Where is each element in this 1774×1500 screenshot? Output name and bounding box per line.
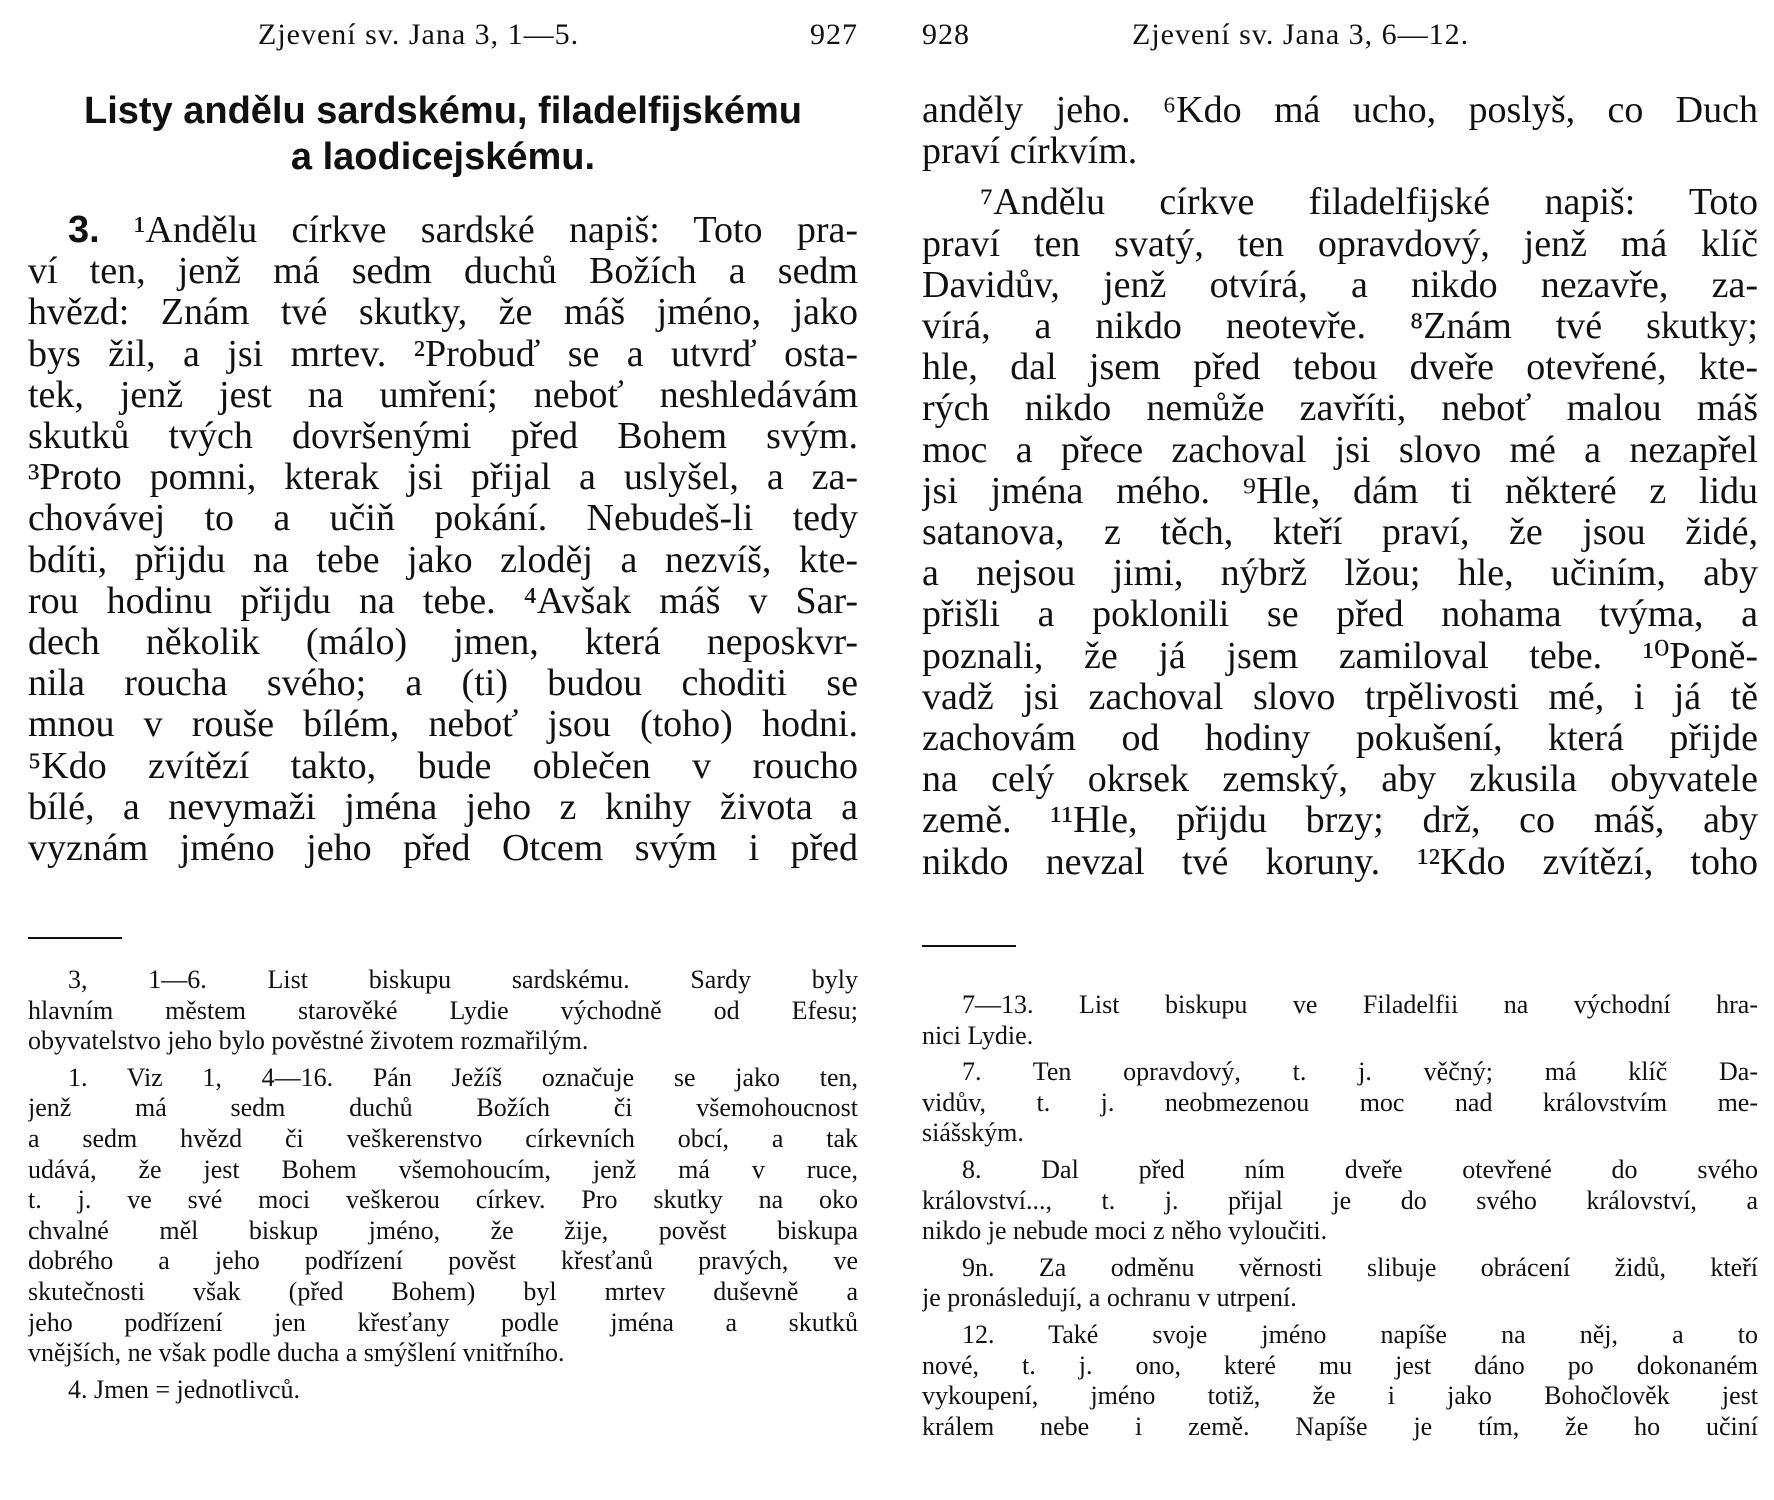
footnote-line: 7—13. List biskupu ve Filadelfii na východní hra-: [962, 990, 1758, 1019]
text-line: na celý okrsek zemský, aby zkusila obyvatele: [922, 758, 1758, 801]
text-line: hle, dal jsem před tebou dveře otevřené, kte-: [922, 346, 1758, 389]
text-line: zachovám od hodiny pokušení, která přijde: [922, 717, 1758, 760]
footnote-line: a sedm hvězd či veškerenstvo církevních obcí, a tak: [28, 1123, 858, 1153]
text-line: praví církvím.: [922, 130, 1138, 173]
text-line: přišli a poklonili se před nohama tvýma, a: [922, 593, 1758, 636]
footnote-line: nici Lydie.: [922, 1020, 1034, 1050]
text-line: vírá, a nikdo neotevře. ⁸Znám tvé skutky;: [922, 305, 1758, 348]
text-line: vadž jsi zachoval slovo trpělivosti mé, i já tě: [922, 675, 1758, 718]
text-line: praví ten svatý, ten opravdový, jenž má klíč: [922, 222, 1758, 265]
page-number: 927: [810, 18, 858, 51]
header-title: Zjevení sv. Jana 3, 6—12.: [1132, 18, 1470, 51]
footnote-line: udává, že jest Bohem všemohoucím, jenž má v ruce,: [28, 1154, 858, 1184]
footnote-line: vidův, t. j. neobmezenou moc nad královstvím me-: [922, 1087, 1758, 1117]
commentary-notes: [28, 965, 858, 1411]
page-number: 928: [922, 18, 970, 51]
text-line: ³Proto pomni, kterak jsi přijal a uslyšel, a za-: [28, 456, 858, 499]
footnote-line: nikdo je nebude moci z něho vyloučiti.: [922, 1216, 1328, 1246]
text-line: dech několik (málo) jmen, která neposkvr-: [28, 621, 858, 664]
commentary-notes: [922, 990, 1758, 1448]
footnote-line: království..., t. j. přijal je do svého království, a: [922, 1185, 1758, 1215]
footnote: [28, 1063, 858, 1369]
footnote-line: skutečnosti však (před Bohem) byl mrtev duševně a: [28, 1276, 858, 1306]
footnote-line: obyvatelstvo jeho bylo pověstné životem rozmařilým.: [28, 1026, 589, 1056]
text-line: hvězd: Znám tvé skutky, že máš jméno, jako: [28, 291, 858, 334]
text-line: ví ten, jenž má sedm duchů Božích a sedm: [28, 250, 858, 293]
text-line: vyznám jméno jeho před Otcem svým i před: [28, 827, 858, 870]
footnote-line: 8. Dal před ním dveře otevřené do svého: [962, 1154, 1758, 1184]
text-line: rých nikdo nemůže zavříti, neboť malou máš: [922, 387, 1758, 430]
scripture-text: [922, 90, 1758, 883]
footnote-line: t. j. ve své moci veškerou církev. Pro skutky na oko: [28, 1185, 858, 1215]
text-line: bys žil, a jsi mrtev. ²Probuď se a utvrď osta-: [28, 332, 858, 375]
footnote: [922, 1253, 1758, 1314]
text-line: tek, jenž jest na umření; neboť neshledávám: [28, 373, 858, 416]
footnote: [922, 1057, 1758, 1149]
section-title-line: Listy andělu sardskému, filadelfijskému: [83, 90, 803, 132]
footnote-line: 12. Také svoje jméno napíše na něj, a to: [962, 1319, 1758, 1349]
footnote-line: vnějších, ne však podle ducha a smýšlení vnitřního.: [28, 1338, 565, 1368]
section-title-line: a laodicejskému.: [290, 136, 596, 178]
footnote: [922, 1320, 1758, 1442]
footnote-divider: [922, 945, 1016, 947]
footnote-line: siášským.: [922, 1118, 1024, 1148]
footnote-line: jenž má sedm duchů Božích či všemohoucnost: [28, 1093, 858, 1123]
text-line: moc a přece zachoval jsi slovo mé a nezapřel: [922, 428, 1758, 471]
footnote-divider: [28, 937, 122, 939]
running-header-left: [28, 18, 858, 58]
footnote-line: jeho podřízení jen křesťany podle jména a skutků: [28, 1307, 858, 1337]
footnote-line: dobrého a jeho podřízení pověst křesťanů pravých, ve: [28, 1246, 858, 1276]
footnote-line: 3, 1—6. List biskupu sardskému. Sardy byly: [68, 965, 858, 994]
footnote-line: je pronásledují, a ochranu v utrpení.: [922, 1283, 1297, 1313]
footnote-line: 9n. Za odměnu věrnosti slibuje obrácení židů, kteří: [962, 1252, 1758, 1282]
footnote-line: 7. Ten opravdový, t. j. věčný; má klíč Da-: [962, 1057, 1758, 1087]
text-line: mnou v rouše bílém, neboť jsou (toho) hodni.: [28, 703, 858, 746]
right-page: [922, 0, 1758, 1500]
text-line: ⁷Andělu církve filadelfijské napiš: Toto: [980, 181, 1758, 224]
footnote: [922, 1155, 1758, 1247]
text-line: nila roucha svého; a (ti) budou choditi se: [28, 662, 858, 705]
section-title: [28, 88, 858, 180]
text-line: nikdo nevzal tvé koruny. ¹²Kdo zvítězí, toho: [922, 840, 1758, 883]
footnote: [28, 965, 858, 1057]
text-line: rou hodinu přijdu na tebe. ⁴Avšak máš v Sar-: [28, 579, 858, 622]
footnote-line: hlavním městem starověké Lydie východně od Efesu;: [28, 995, 858, 1025]
text-line: bílé, a nevymaži jména jeho z knihy života a: [28, 785, 858, 828]
footnote-line: chvalné měl biskup jméno, že žije, pověst biskupa: [28, 1215, 858, 1245]
footnote-line: vykoupení, jméno totiž, že i jako Bohočlověk jest: [922, 1381, 1758, 1411]
footnote-line: králem nebe i země. Napíše je tím, že ho učiní: [922, 1411, 1758, 1441]
footnote-line: 4. Jmen = jednotlivců.: [68, 1374, 301, 1404]
chapter-number: 3.: [68, 209, 100, 251]
text-line: země. ¹¹Hle, přijdu brzy; drž, co máš, aby: [922, 799, 1758, 842]
text-line: a nejsou jimi, nýbrž lžou; hle, učiním, aby: [922, 552, 1758, 595]
scripture-text: [28, 210, 858, 869]
text-line: jsi jména mého. ⁹Hle, dám ti některé z lidu: [922, 469, 1758, 512]
left-page: [28, 0, 858, 1500]
footnote: [922, 990, 1758, 1051]
footnote-line: nové, t. j. ono, které mu jest dáno po dokonaném: [922, 1350, 1758, 1380]
footnote-line: 1. Viz 1, 4—16. Pán Ježíš označuje se jako ten,: [68, 1062, 858, 1092]
text-line: satanova, z těch, kteří praví, že jsou židé,: [922, 511, 1758, 554]
text-line: poznali, že já jsem zamiloval tebe. ¹⁰Poně-: [922, 634, 1758, 677]
text-line: [28, 210, 858, 251]
footnote: [28, 1375, 858, 1406]
text-line: anděly jeho. ⁶Kdo má ucho, poslyš, co Duch: [922, 89, 1758, 131]
text-line: chovávej to a učiň pokání. Nebudeš-li tedy: [28, 497, 858, 540]
verse-text: ¹Andělu církve sardské napiš: Toto pra-: [99, 209, 858, 251]
text-line: bdíti, přijdu na tebe jako zloděj a nezvíš, kte-: [28, 538, 858, 581]
text-line: ⁵Kdo zvítězí takto, bude oblečen v roucho: [28, 744, 858, 787]
running-header-right: [922, 18, 1758, 58]
text-line: skutků tvých dovršenými před Bohem svým.: [28, 415, 858, 458]
text-line: Davidův, jenž otvírá, a nikdo nezavře, za-: [922, 263, 1758, 306]
header-title: Zjevení sv. Jana 3, 1—5.: [258, 18, 580, 51]
